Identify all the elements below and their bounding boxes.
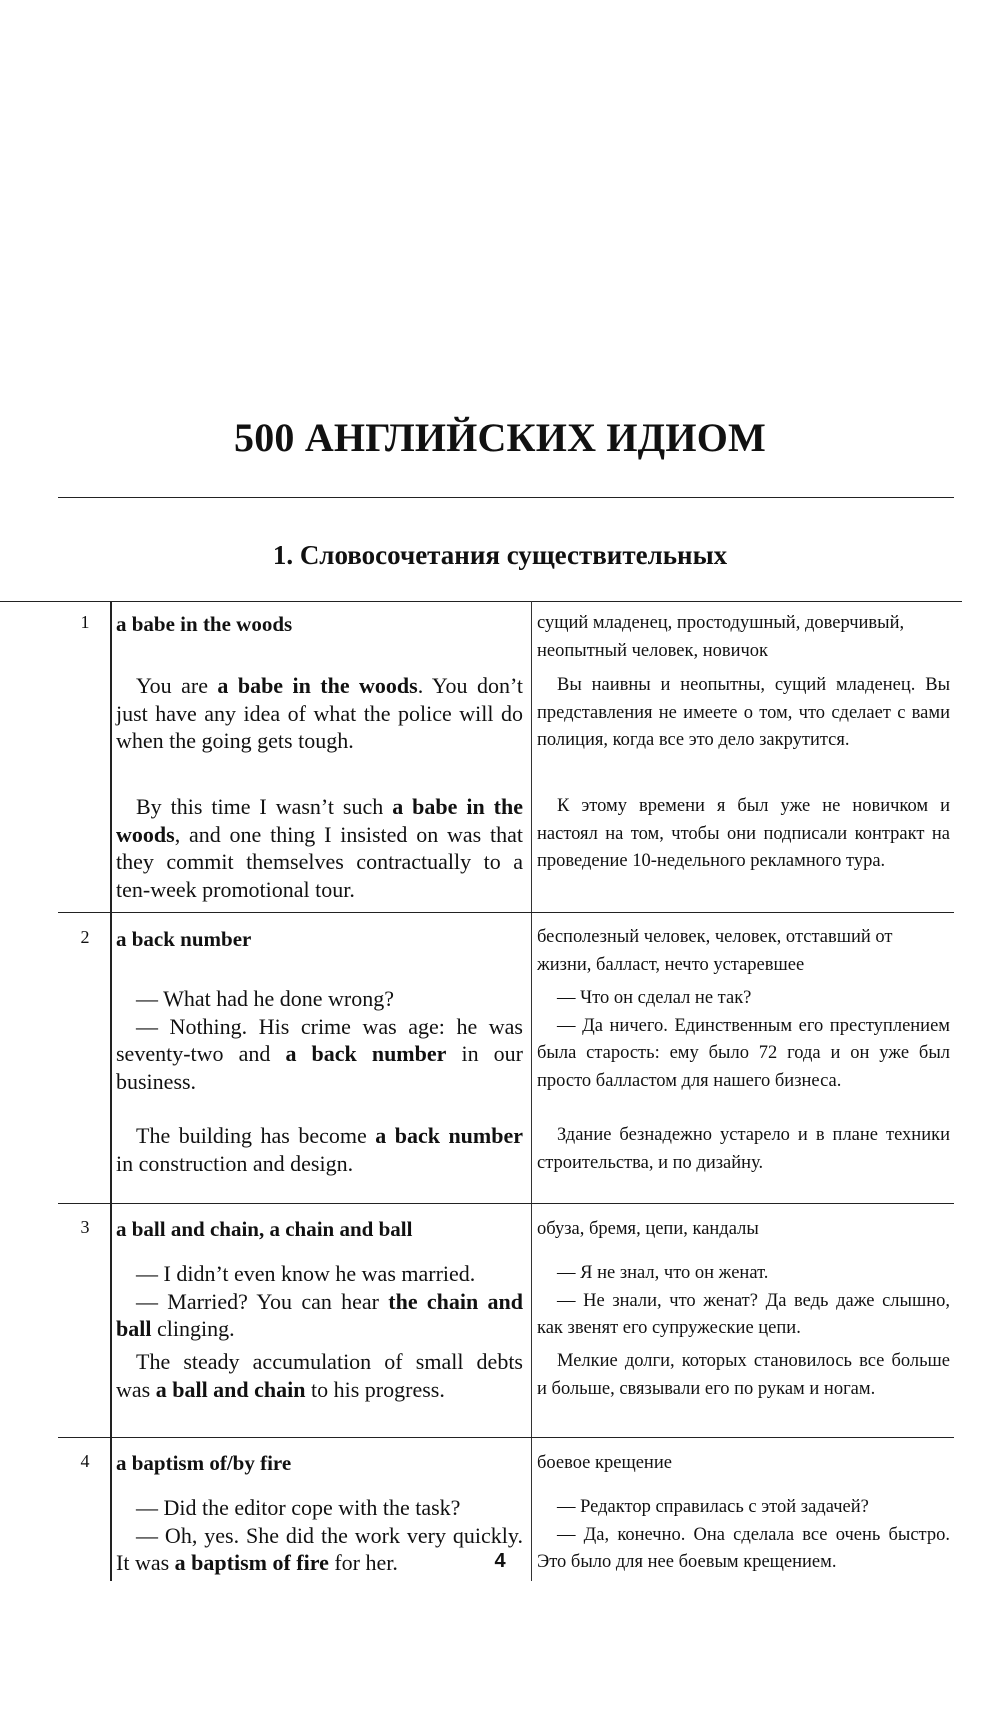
entry-number: 2 — [80, 927, 90, 947]
english-example: The steady accumulation of small debts was a ball and chain to his progress. — [116, 1349, 523, 1402]
dialog-line: — What had he done wrong? — [136, 986, 395, 1011]
russian-dialog — [537, 985, 950, 1095]
dialog-line: — Не знали, что женат? Да ведь даже слышно, как звенят его супружеские цепи. — [537, 1290, 950, 1338]
dialog-line: — Did the editor cope with the task? — [136, 1495, 461, 1520]
dialog-line: — I didn’t even know he was married. — [136, 1261, 476, 1286]
column-divider-translation — [531, 601, 532, 1581]
idiom-headword: a babe in the woods — [116, 612, 293, 636]
english-example: By this time I wasn’t such a babe in the woods, and one thing I insisted on was that they commit themselves contractually to a ten-week promotional tour. — [116, 794, 523, 902]
page-number: 4 — [494, 1550, 506, 1572]
table-top-border — [0, 601, 962, 602]
russian-example: Вы наивны и неопытны, сущий младенец. Вы представления не имеете о том, что сделает с вами полиция, когда все это дело закрутится. — [537, 675, 950, 750]
dialog-line: — Да ничего. Единственным его преступлением была старость: ему было 72 года и он уже был просто балластом для нашего бизнеса. — [537, 1015, 950, 1091]
dialog-line: — Married? You can hear the chain and ball clinging. — [116, 1288, 523, 1341]
row-divider — [58, 1437, 954, 1438]
book-title: 500 АНГЛИЙСКИХ ИДИОМ — [234, 415, 766, 460]
idiom-definition: бесполезный человек, человек, отставший от жизни, балласт, нечто устаревшее — [537, 927, 893, 975]
entry-number: 1 — [80, 612, 90, 632]
dialog-line: — Oh, yes. She did the work very quickly. It was a baptism of fire for her. — [116, 1522, 523, 1575]
russian-example: Здание безнадежно устарело и в плане техники строительства, и по дизайну. — [537, 1125, 950, 1173]
russian-example: К этому времени я был уже не новичком и настоял на том, чтобы они подписали контракт на проведение 10-недельного рекламного тура. — [537, 796, 950, 871]
dialog-line: — Я не знал, что он женат. — [557, 1263, 769, 1283]
row-divider — [58, 1203, 954, 1204]
dialog-line: — Что он сделал не так? — [557, 988, 752, 1008]
english-dialog — [116, 985, 523, 1095]
idiom-definition: сущий младенец, простодушный, доверчивый, неопытный человек, новичок — [537, 613, 905, 661]
idiom-definition: обуза, бремя, цепи, кандалы — [537, 1219, 759, 1239]
column-divider-number — [110, 601, 112, 1581]
russian-example: Мелкие долги, которых становилось все больше и больше, связывали его по рукам и ногам. — [537, 1351, 950, 1399]
section-title: 1. Словосочетания существительных — [272, 540, 728, 570]
entry-number: 3 — [80, 1217, 90, 1237]
dialog-line: — Nothing. His crime was age: he was seventy-two and a back number in our business. — [116, 1013, 523, 1094]
row-divider — [58, 912, 954, 913]
idiom-headword: a baptism of/by fire — [116, 1451, 292, 1475]
idiom-headword: a ball and chain, a chain and ball — [116, 1217, 413, 1241]
english-example: The building has become a back number in construction and design. — [116, 1123, 524, 1176]
title-divider — [58, 497, 954, 498]
english-dialog — [116, 1260, 523, 1343]
idiom-headword: a back number — [116, 927, 252, 951]
english-example: You are a babe in the woods. You don’t just have any idea of what the police will do when the going gets tough. — [116, 673, 523, 753]
idiom-definition: боевое крещение — [537, 1453, 672, 1473]
dialog-line: — Редактор справилась с этой задачей? — [557, 1497, 869, 1517]
russian-dialog — [537, 1260, 950, 1343]
entry-number: 4 — [80, 1451, 90, 1471]
dialog-line: — Да, конечно. Она сделала все очень быстро. Это было для нее боевым крещением. — [537, 1524, 950, 1572]
